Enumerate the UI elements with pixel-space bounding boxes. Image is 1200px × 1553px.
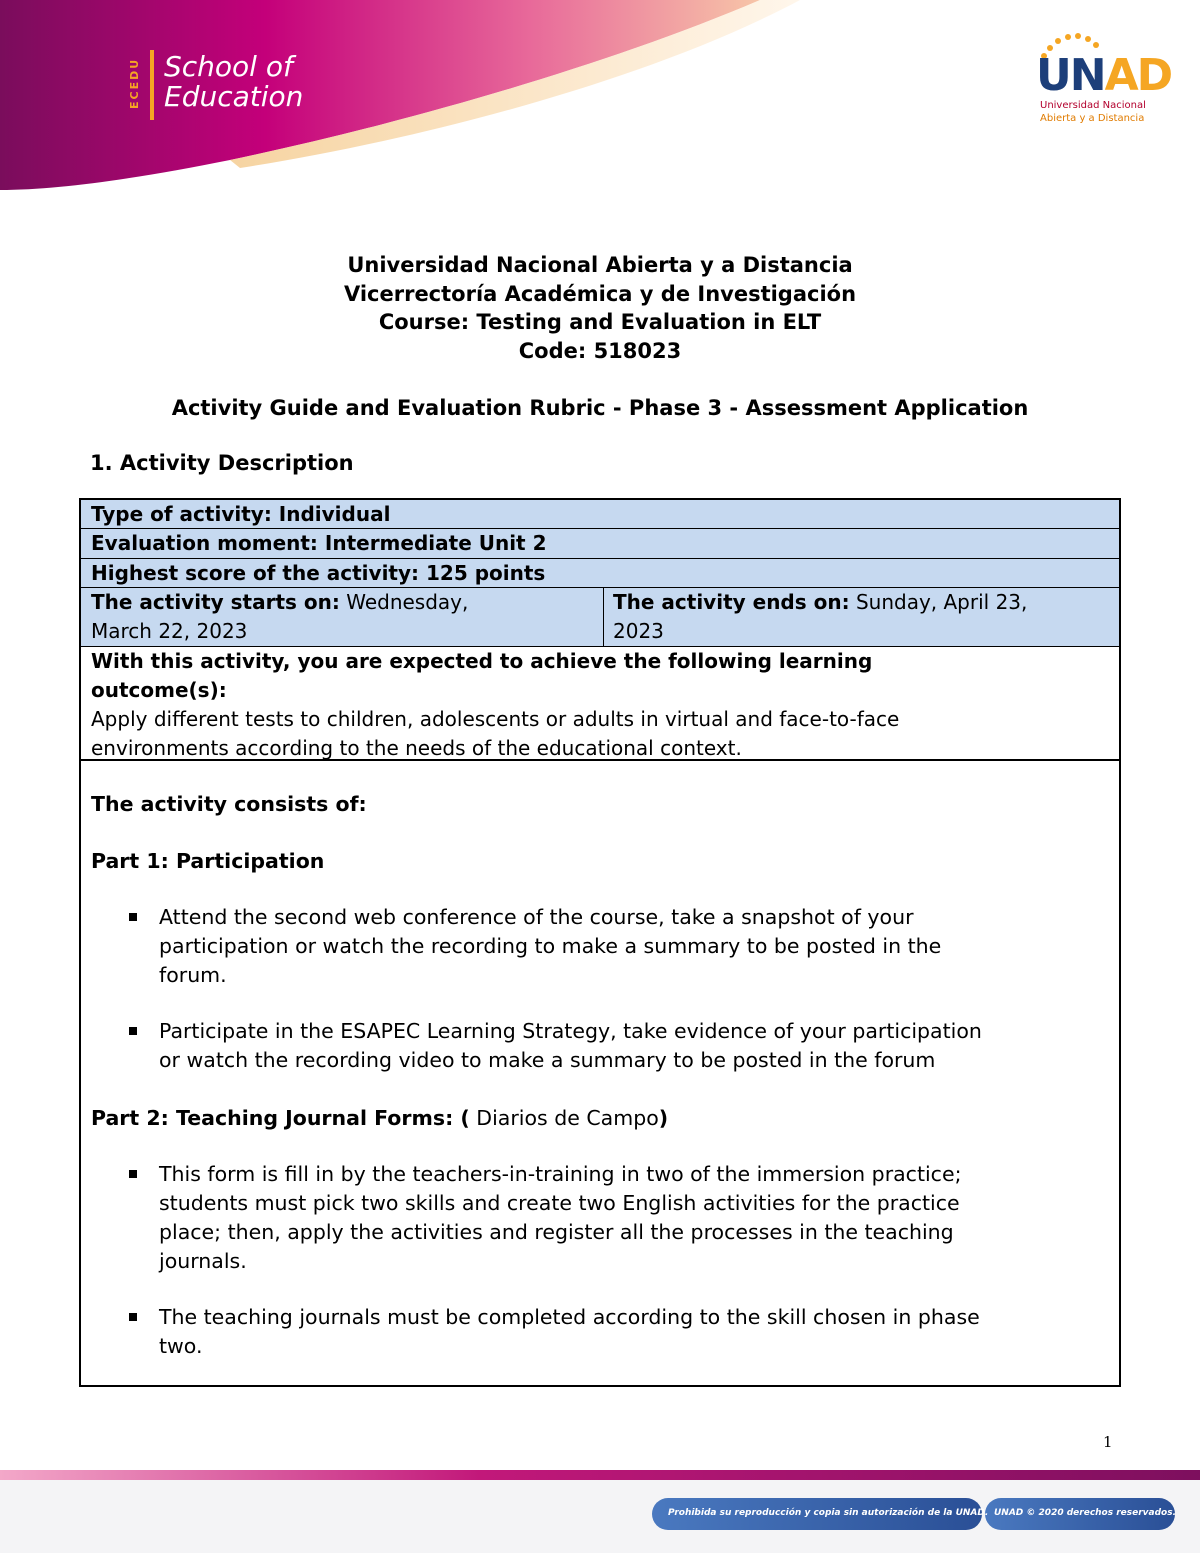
page-number: 1 <box>1103 1433 1113 1451</box>
end-date-label: The activity ends on: <box>613 590 850 614</box>
start-date-label: The activity starts on: <box>91 590 340 614</box>
guide-title: Activity Guide and Evaluation Rubric - Phase 3 - Assessment Application <box>171 396 1029 420</box>
part1-b2-line1: Participate in the ESAPEC Learning Strategy, take evidence of your participation <box>159 1019 982 1043</box>
school-logo-divider <box>150 50 154 120</box>
end-date-value-2: 2023 <box>613 619 664 643</box>
outcome-label-1: With this activity, you are expected to achieve the following learning <box>91 649 873 673</box>
unad-subtitle-1: Universidad Nacional <box>1040 100 1146 111</box>
unad-subtitle-2: Abierta y a Distancia <box>1040 113 1145 124</box>
footer-copyright-note: Prohibida su reproducción y copia sin autorización de la UNAD. <box>668 1508 989 1518</box>
row-highest-score <box>81 559 1119 588</box>
consists-of-label: The activity consists of: <box>91 792 367 816</box>
learning-outcome <box>91 647 899 763</box>
bullet-icon <box>129 1027 137 1035</box>
course-title: Course: Testing and Evaluation in ELT <box>378 310 822 334</box>
dates-divider <box>603 588 604 646</box>
part1-bullet-2 <box>159 1017 982 1075</box>
part2-title-bold: Part 2: Teaching Journal Forms: ( <box>91 1106 470 1130</box>
part2-b2-line2: two. <box>159 1334 203 1358</box>
part1-b1-line3: forum. <box>159 963 227 987</box>
bullet-icon <box>129 1170 137 1178</box>
section-title: 1. Activity Description <box>90 451 354 475</box>
part2-bullet-1 <box>159 1160 961 1276</box>
part1-b1-line2: participation or watch the recording to make a summary to be posted in the <box>159 934 942 958</box>
bullet-icon <box>129 913 137 921</box>
bullet-icon <box>129 1313 137 1321</box>
part2-b1-line3: place; then, apply the activities and register all the processes in the teaching <box>159 1220 954 1244</box>
outcome-text-1: Apply different tests to children, adolescents or adults in virtual and face-to-face <box>91 707 900 731</box>
part1-title: Part 1: Participation <box>91 849 325 873</box>
activity-table <box>79 498 1121 1387</box>
school-logo-line1: School of <box>164 50 293 83</box>
part1-heading <box>91 847 324 876</box>
university-name: Universidad Nacional Abierta y a Distancia <box>347 253 853 277</box>
part2-b1-line4: journals. <box>159 1249 247 1273</box>
evaluation-moment: Evaluation moment: Intermediate Unit 2 <box>91 531 547 555</box>
row-dates <box>81 588 1119 647</box>
part2-heading <box>91 1104 668 1133</box>
part2-title-normal: Diarios de Campo <box>469 1106 659 1130</box>
unad-logo-accent: AD <box>1104 50 1172 101</box>
row-type-of-activity <box>81 500 1119 529</box>
type-of-activity: Type of activity: Individual <box>91 502 391 526</box>
start-date <box>91 588 468 646</box>
part1-b2-line2: or watch the recording video to make a summary to be posted in the forum <box>159 1048 936 1072</box>
row-learning-outcome <box>81 647 1119 761</box>
part1-b1-line1: Attend the second web conference of the course, take a snapshot of your <box>159 905 914 929</box>
outcome-label-2: outcome(s): <box>91 678 227 702</box>
start-date-value-2: March 22, 2023 <box>91 619 248 643</box>
part2-title-close: ) <box>658 1106 669 1130</box>
vicerrectoria: Vicerrectoría Académica y de Investigación <box>343 282 857 306</box>
unad-logo-main: UN <box>1036 50 1105 101</box>
row-evaluation-moment <box>81 529 1119 559</box>
consists-of-heading <box>91 790 367 819</box>
highest-score: Highest score of the activity: 125 points <box>91 561 546 585</box>
unad-logo <box>1036 50 1171 101</box>
part2-b2-line1: The teaching journals must be completed according to the skill chosen in phase <box>159 1305 980 1329</box>
outcome-text-2: environments according to the needs of the educational context. <box>91 736 742 760</box>
part1-bullet-1 <box>159 903 941 990</box>
part2-bullet-2 <box>159 1303 980 1361</box>
part2-b1-line1: This form is fill in by the teachers-in-training in two of the immersion practice; <box>159 1162 962 1186</box>
start-date-value-1: Wednesday, <box>339 590 469 614</box>
ecedu-label: ECEDU <box>128 57 141 109</box>
footer-rights-note: UNAD © 2020 derechos reservados. <box>994 1508 1177 1518</box>
school-logo-line2: Education <box>164 80 304 113</box>
end-date <box>613 588 1027 646</box>
part2-b1-line2: students must pick two skills and create two English activities for the practice <box>159 1191 960 1215</box>
end-date-value-1: Sunday, April 23, <box>849 590 1028 614</box>
course-code: Code: 518023 <box>518 339 682 363</box>
